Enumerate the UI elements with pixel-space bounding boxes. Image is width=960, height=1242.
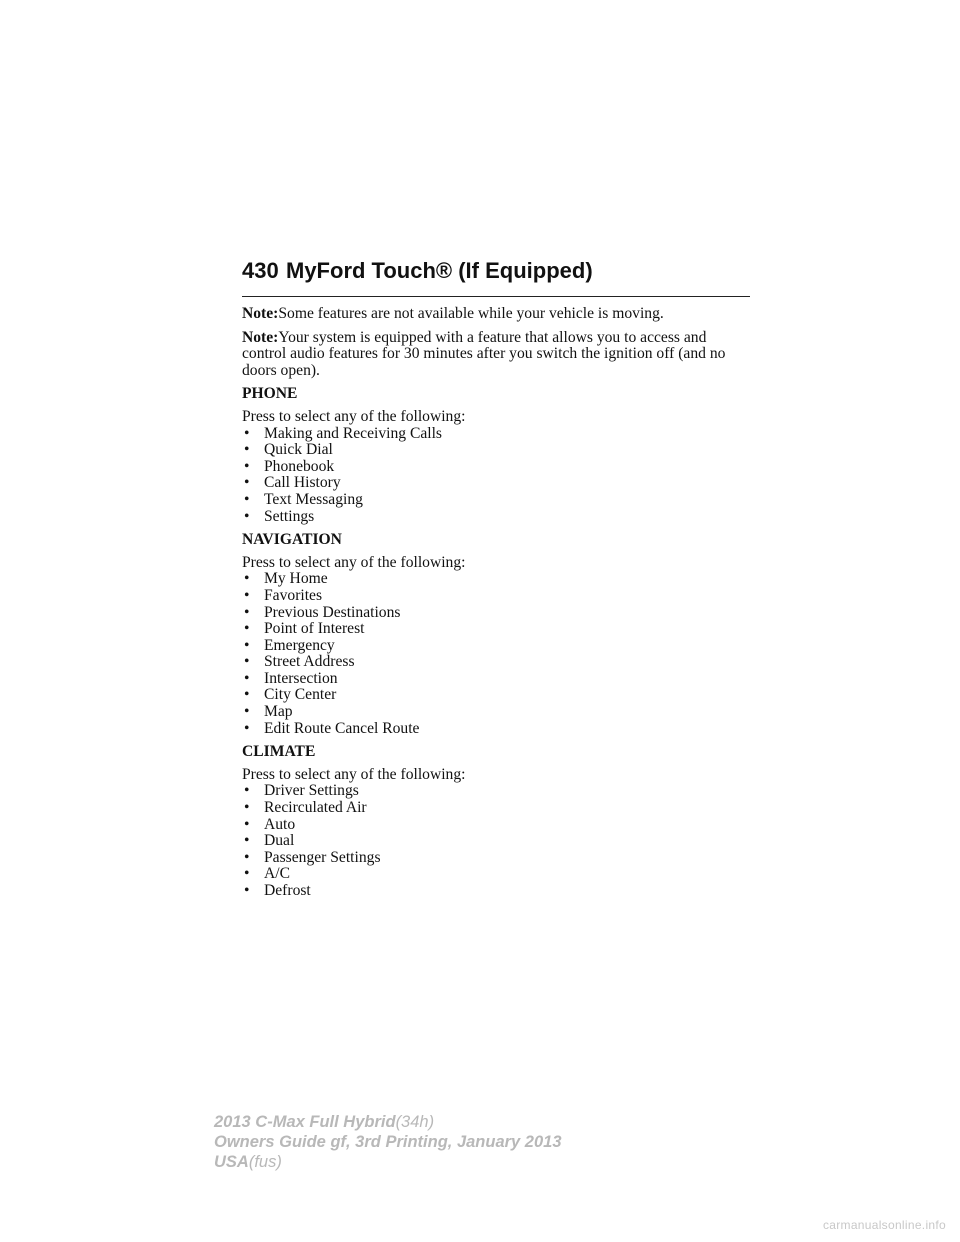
section-intro: Press to select any of the following: bbox=[242, 407, 466, 425]
note-label: Note: bbox=[242, 305, 279, 322]
bullet-icon: • bbox=[244, 719, 250, 737]
bullet-icon: • bbox=[244, 570, 250, 588]
note-2 bbox=[242, 330, 750, 380]
list-item: • Phonebook bbox=[244, 457, 335, 475]
bullet-icon: • bbox=[244, 603, 250, 621]
list-item: • My Home bbox=[244, 570, 328, 588]
bullet-icon: • bbox=[244, 457, 250, 475]
bullet-icon: • bbox=[244, 620, 250, 638]
section-heading-phone: PHONE bbox=[242, 385, 298, 403]
footer-line-2 bbox=[214, 1132, 562, 1152]
footer-market: USA bbox=[214, 1153, 249, 1171]
section-title: MyFord Touch® (If Equipped) bbox=[286, 258, 593, 283]
footer-printing: Owners Guide gf, 3rd Printing, January 2013 bbox=[214, 1133, 562, 1151]
footer-market-code: (fus) bbox=[248, 1153, 282, 1171]
list-item: • Making and Receiving Calls bbox=[244, 424, 442, 442]
list-item: • Point of Interest bbox=[244, 620, 365, 638]
list-item: • Street Address bbox=[244, 653, 355, 671]
list-item: • Emergency bbox=[244, 636, 335, 654]
list-item: • Defrost bbox=[244, 882, 311, 899]
list-item: • Settings bbox=[244, 507, 315, 525]
bullet-icon: • bbox=[244, 669, 250, 687]
bullet-icon: • bbox=[244, 441, 250, 459]
section-phone bbox=[242, 386, 750, 525]
footer-line-1 bbox=[214, 1112, 562, 1132]
section-navigation bbox=[242, 532, 750, 737]
list-item: • Recirculated Air bbox=[244, 799, 367, 817]
bullet-icon: • bbox=[244, 686, 250, 704]
bullet-icon: • bbox=[244, 474, 250, 492]
bullet-icon: • bbox=[244, 865, 250, 883]
section-climate bbox=[242, 744, 750, 899]
page-content bbox=[242, 306, 750, 907]
bullet-icon: • bbox=[244, 782, 250, 800]
list-item: • Dual bbox=[244, 832, 295, 850]
list-item: • City Center bbox=[244, 686, 337, 704]
list-item: • Favorites bbox=[244, 586, 323, 604]
footer-model: 2013 C-Max Full Hybrid bbox=[214, 1113, 396, 1131]
note-label: Note: bbox=[242, 328, 279, 346]
list-item: • Previous Destinations bbox=[244, 603, 401, 621]
section-intro: Press to select any of the following: bbox=[242, 553, 466, 571]
note-1 bbox=[242, 306, 750, 323]
navigation-list bbox=[242, 571, 750, 737]
list-item: • Edit Route Cancel Route bbox=[244, 719, 420, 737]
note-text: Some features are not available while your vehicle is moving. bbox=[278, 305, 664, 322]
footer-model-code: (34h) bbox=[395, 1113, 435, 1131]
bullet-icon: • bbox=[244, 848, 250, 866]
bullet-icon: • bbox=[244, 832, 250, 850]
page-number: 430 bbox=[242, 258, 279, 283]
list-item: • Driver Settings bbox=[244, 782, 359, 800]
document-footer bbox=[214, 1112, 562, 1172]
watermark: carmanualsonline.info bbox=[822, 1218, 946, 1232]
list-item: • Map bbox=[244, 703, 293, 721]
phone-list bbox=[242, 426, 750, 526]
bullet-icon: • bbox=[244, 799, 250, 817]
bullet-icon: • bbox=[244, 882, 250, 899]
list-item: • Quick Dial bbox=[244, 441, 333, 459]
bullet-icon: • bbox=[244, 424, 250, 442]
list-item: • Intersection bbox=[244, 669, 338, 687]
section-intro: Press to select any of the following: bbox=[242, 765, 466, 783]
bullet-icon: • bbox=[244, 490, 250, 508]
bullet-icon: • bbox=[244, 636, 250, 654]
bullet-icon: • bbox=[244, 507, 250, 525]
list-item: • Text Messaging bbox=[244, 490, 363, 508]
section-heading-climate: CLIMATE bbox=[242, 743, 316, 761]
list-item: • Call History bbox=[244, 474, 341, 492]
list-item: • A/C bbox=[244, 865, 290, 883]
bullet-icon: • bbox=[244, 586, 250, 604]
bullet-icon: • bbox=[244, 815, 250, 833]
note-text: Your system is equipped with a feature that allows you to access and control audio features for 30 minutes after you switch the ignition off (and no doors open). bbox=[242, 328, 726, 379]
bullet-icon: • bbox=[244, 653, 250, 671]
bullet-icon: • bbox=[244, 703, 250, 721]
list-item: • Passenger Settings bbox=[244, 848, 381, 866]
list-item: • Auto bbox=[244, 815, 296, 833]
footer-line-3 bbox=[214, 1152, 562, 1172]
page-header bbox=[242, 256, 750, 297]
section-heading-navigation: NAVIGATION bbox=[242, 531, 342, 549]
climate-list bbox=[242, 783, 750, 899]
